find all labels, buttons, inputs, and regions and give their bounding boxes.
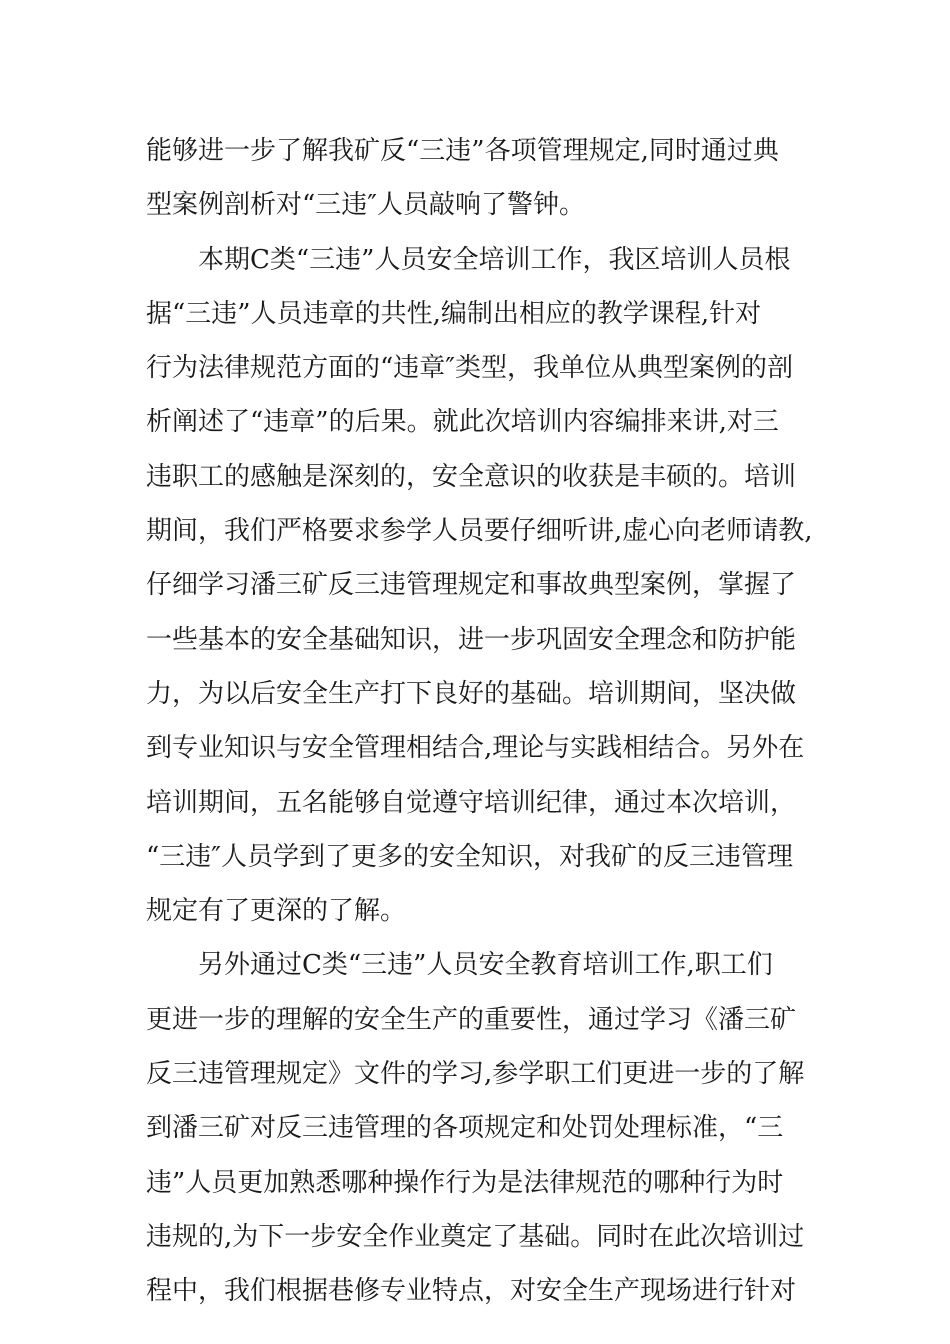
body-text	[146, 124, 816, 1319]
text-line: 到潘三矿对反三违管理的各项规定和处罚处理标准，“三	[146, 1113, 784, 1144]
text-line: 到专业知识与安全管理相结合,理论与实践相结合。另外在	[146, 733, 805, 764]
text-line: 更进一步的理解的安全生产的重要性，通过学习《潘三矿	[146, 1004, 797, 1035]
text-line: 培训期间，五名能够自觉遵守培训纪律，通过本次培训，	[146, 787, 797, 818]
text-line: 据“三违”人员违章的共性,编制出相应的教学课程,针对	[146, 298, 762, 329]
text-line: 违”人员更加熟悉哪种操作行为是法律规范的哪种行为时	[146, 1167, 784, 1198]
text-line: 能够进一步了解我矿反“三违”各项管理规定,同时通过典	[146, 136, 779, 166]
text-line: 违职工的感触是深刻的，安全意识的收获是丰硕的。培训	[146, 461, 797, 492]
text-line: 行为法律规范方面的“违章″类型，我单位从典型案例的剖	[146, 353, 794, 384]
text-line: 反三违管理规定》文件的学习,参学职工们更进一步的了解	[146, 1059, 805, 1090]
text-line: 型案例剖析对“三违″人员敲响了警钟。	[146, 190, 586, 221]
text-line: 规定有了更深的了解。	[146, 896, 407, 927]
text-line: 力，为以后安全生产打下良好的基础。培训期间，坚决做	[146, 678, 797, 709]
text-line: 仔细学习潘三矿反三违管理规定和事故典型案例，掌握了	[146, 570, 797, 601]
text-line: 期间，我们严格要求参学人员要仔细听讲,虚心向老师请教,	[146, 516, 813, 547]
paragraph-start-line: 另外通过C类“三违”人员安全教育培训工作,职工们	[198, 950, 773, 981]
text-line: 违规的,为下一步安全作业奠定了基础。同时在此次培训过	[146, 1221, 805, 1252]
text-line: “三违″人员学到了更多的安全知识，对我矿的反三违管理	[146, 841, 794, 872]
text-line: 析阐述了“违章”的后果。就此次培训内容编排来讲,对三	[146, 407, 779, 438]
paragraph-start-line: 本期C类“三违”人员安全培训工作，我区培训人员根	[198, 244, 791, 275]
text-line: 程中，我们根据巷修专业特点，对安全生产现场进行针对	[146, 1276, 797, 1307]
text-line: 一些基本的安全基础知识，进一步巩固安全理念和防护能	[146, 624, 797, 655]
